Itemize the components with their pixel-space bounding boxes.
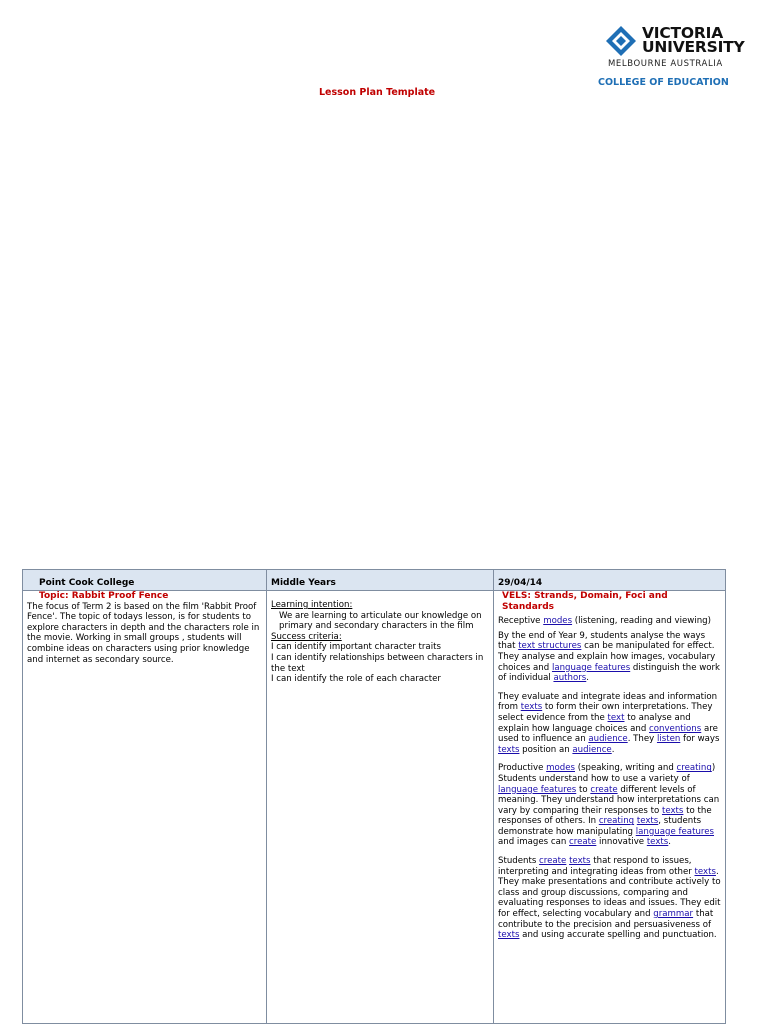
logo-tagline: MELBOURNE AUSTRALIA [608,59,723,69]
paragraph-4: Students create texts that respond to issues, interpreting and integrating ideas from other texts. They make presentations and contribute actively to class and group discussions, comparing and evaluating responses to ideas and issues. They edit for effect, selecting vocabulary and grammar that contribute to the precision and persuasiveness of texts and using accurate spelling and punctuation. [498,856,721,941]
college-name: COLLEGE OF EDUCATION [598,77,729,88]
link-texts[interactable]: texts [569,856,591,867]
university-logo [606,24,745,70]
link-audience[interactable]: audience [572,744,612,755]
header-date: 29/04/14 [494,570,726,591]
link-texts[interactable]: texts [661,805,684,816]
focus-cell [23,591,267,1024]
link-texts[interactable]: texts [636,816,659,827]
link-texts[interactable]: texts [498,930,520,941]
link-texts[interactable]: texts [646,837,669,848]
success-criteria-label: Success criteria: [271,631,342,642]
paragraph-1: By the end of Year 9, students analyse the ways that text structures can be manipulated for effect. They analyse and explain how images, vocabulary choices and language features distinguish the work of individual authors. [498,630,721,684]
link-create[interactable]: create [590,784,618,795]
lesson-plan-table [22,569,726,1024]
logo-wordmark [642,26,745,54]
document-title: Lesson Plan Template [319,87,436,98]
link-modes[interactable]: modes [543,616,573,627]
vels-cell [494,591,726,1024]
link-modes[interactable]: modes [546,763,575,774]
link-conventions[interactable]: conventions [649,723,702,734]
link-texts[interactable]: texts [520,702,543,713]
link-authors[interactable]: authors [553,673,587,684]
link-language-features[interactable]: language features [635,826,714,837]
success-criterion-3: I can identify the role of each character [271,674,441,685]
vels-heading: VELS: Strands, Domain, Foci and Standards [502,591,668,612]
productive-line: Productive modes (speaking, writing and creating) [498,763,716,774]
link-creating[interactable]: creating [598,816,635,827]
link-create[interactable]: create [569,837,597,848]
link-listen[interactable]: listen [656,734,681,745]
paragraph-3: Students understand how to use a variety of language features to create different levels of meaning. They understand how interpretations can vary by comparing their responses to texts to the responses of others. In creating texts, students demonstrate how manipulating language features and images can create innovative texts. [498,773,720,848]
link-texts[interactable]: texts [694,866,716,877]
link-grammar[interactable]: grammar [653,909,694,920]
logo-line2: UNIVERSITY [642,38,745,56]
learning-intention-label: Learning intention: [271,600,353,610]
paragraph-2: They evaluate and integrate ideas and information from texts to form their own interpretations. They select evidence from the text to analyse and explain how language choices and conventions are used to influence an audience. They listen for ways texts position an audience. [498,691,720,755]
link-text-structures[interactable]: text structures [518,641,582,652]
link-language-features[interactable]: language features [498,784,577,795]
intentions-cell [267,591,494,1024]
link-create[interactable]: create [539,856,567,867]
header-year-level: Middle Years [267,570,494,591]
link-text[interactable]: text [607,712,625,723]
logo-line1: VICTORIA [642,24,723,42]
learning-intention-text: We are learning to articulate our knowledge on primary and secondary characters in the film [279,610,482,632]
link-texts[interactable]: texts [498,744,520,755]
header-school: Point Cook College [23,570,267,591]
table-body-row [23,591,726,1024]
table-header-row [23,570,726,591]
link-language-features[interactable]: language features [551,662,631,673]
topic-heading: Topic: Rabbit Proof Fence [39,591,169,601]
receptive-line: Receptive modes (listening, reading and viewing) [498,616,711,627]
success-criterion-2: I can identify relationships between characters in the text [271,652,484,674]
diamond-logo-icon [606,26,636,56]
link-creating[interactable]: creating [676,763,712,774]
success-criterion-1: I can identify important character traits [271,642,441,653]
focus-text: The focus of Term 2 is based on the film 'Rabbit Proof Fence'. The topic of todays lesson, is for students to explore characters in depth and the characters role in the movie. Working in small groups , students will combine ideas on characters using prior knowledge and internet as secondary source. [27,601,260,665]
link-audience[interactable]: audience [588,734,628,745]
